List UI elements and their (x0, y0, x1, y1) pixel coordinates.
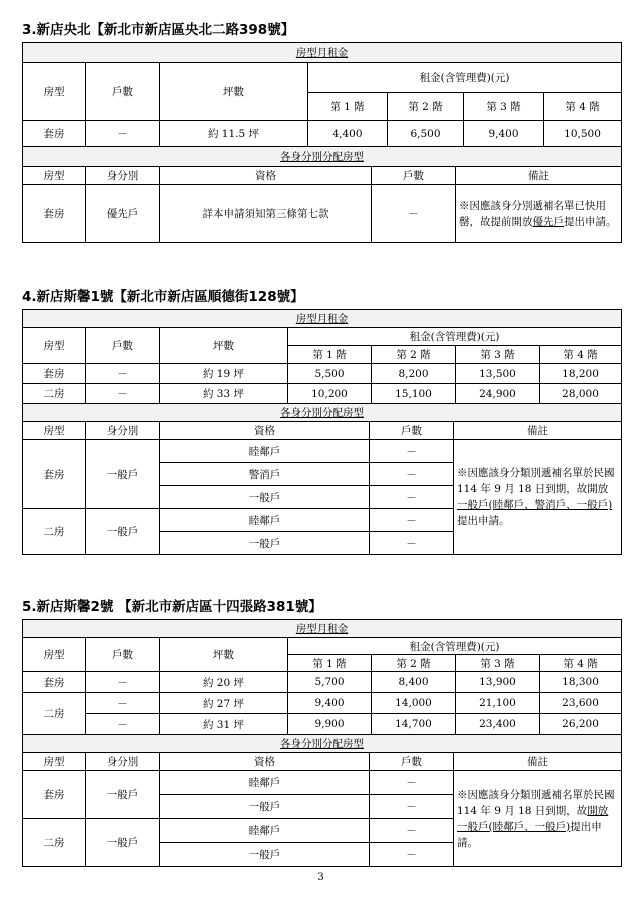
cell-identity: 一般戶 (86, 771, 160, 819)
cell-identity: 一般戶 (86, 509, 160, 555)
col-remarks: 備註 (454, 422, 622, 440)
col-tier-3: 第 3 階 (456, 346, 540, 364)
col-units: 戶數 (86, 63, 160, 121)
cell-qualification: 詳本申請須知第三條第七款 (160, 185, 372, 243)
col-remarks: 備註 (456, 167, 622, 185)
cell-units: － (86, 364, 160, 384)
table-row (23, 384, 622, 404)
cell-room-type: 二房 (23, 384, 86, 404)
cell-room-type: 二房 (23, 693, 86, 735)
cell-units: － (370, 463, 454, 486)
cell-tier-2: 14,000 (372, 693, 456, 714)
cell-units: － (86, 714, 160, 735)
rent-table (22, 42, 622, 147)
col-tier-1: 第 1 階 (288, 655, 372, 672)
rent-table-header: 房型月租金 (23, 43, 622, 63)
alloc-table (22, 403, 622, 555)
alloc-table (22, 146, 622, 243)
col-tier-1: 第 1 階 (308, 93, 388, 121)
col-room-type: 房型 (23, 167, 86, 185)
section-xindian-sixin-1 (22, 287, 621, 555)
note-text: ※因應該身分類別遞補名單於民國 114 年 9 月 18 日到期，故開放 (457, 467, 615, 495)
note-text: 提出申請。 (564, 215, 617, 228)
section-xindian-sixin-2 (22, 597, 621, 867)
cell-units: － (372, 185, 456, 243)
col-rent: 租金(含管理費)(元) (288, 328, 622, 346)
col-rent: 租金(含管理費)(元) (308, 63, 622, 93)
cell-units: － (86, 672, 160, 693)
cell-tier-1: 10,200 (288, 384, 372, 404)
cell-units: － (370, 795, 454, 819)
cell-units: － (370, 771, 454, 795)
rent-table (22, 619, 622, 735)
cell-identity: 優先戶 (86, 185, 160, 243)
cell-ping: 約 33 坪 (160, 384, 288, 404)
cell-tier-3: 23,400 (456, 714, 540, 735)
cell-room-type: 套房 (23, 121, 86, 147)
col-qualification: 資格 (160, 167, 372, 185)
section-title: 5.新店斯馨2號 【新北市新店區十四張路381號】 (22, 599, 322, 615)
col-tier-4: 第 4 階 (544, 93, 622, 121)
cell-qualification: 睦鄰戶 (160, 509, 370, 532)
cell-units: － (370, 532, 454, 555)
section-title: 3.新店央北【新北市新店區央北二路398號】 (22, 22, 295, 38)
col-qualification: 資格 (160, 422, 370, 440)
cell-qualification: 一般戶 (160, 486, 370, 509)
col-rent: 租金(含管理費)(元) (288, 638, 622, 655)
cell-ping: 約 11.5 坪 (160, 121, 308, 147)
cell-units: － (86, 384, 160, 404)
cell-qualification: 睦鄰戶 (160, 771, 370, 795)
rent-table (22, 309, 622, 404)
cell-ping: 約 19 坪 (160, 364, 288, 384)
page-number: 3 (317, 872, 324, 883)
cell-tier-4: 28,000 (540, 384, 622, 404)
col-tier-1: 第 1 階 (288, 346, 372, 364)
col-identity: 身分別 (86, 422, 160, 440)
col-identity: 身分別 (86, 167, 160, 185)
col-qualification: 資格 (160, 753, 370, 771)
cell-tier-3: 13,900 (456, 672, 540, 693)
cell-units: － (370, 509, 454, 532)
col-remarks: 備註 (454, 753, 622, 771)
rent-table-header: 房型月租金 (23, 620, 622, 638)
col-room-type: 房型 (23, 753, 86, 771)
note-text: 提出申請。 (457, 820, 602, 849)
cell-tier-4: 10,500 (544, 121, 622, 147)
cell-units: － (86, 693, 160, 714)
cell-room-type: 套房 (23, 185, 86, 243)
cell-tier-4: 18,300 (540, 672, 622, 693)
col-ping: 坪數 (160, 328, 288, 364)
cell-tier-4: 26,200 (540, 714, 622, 735)
cell-tier-2: 15,100 (372, 384, 456, 404)
cell-tier-2: 6,500 (388, 121, 464, 147)
cell-qualification: 警消戶 (160, 463, 370, 486)
cell-tier-1: 9,900 (288, 714, 372, 735)
cell-room-type: 套房 (23, 771, 86, 819)
table-row (23, 440, 622, 463)
table-row (23, 714, 622, 735)
cell-qualification: 睦鄰戶 (160, 819, 370, 843)
table-row (23, 771, 622, 795)
cell-tier-1: 5,700 (288, 672, 372, 693)
cell-tier-2: 8,400 (372, 672, 456, 693)
table-row (23, 364, 622, 384)
remarks-note (454, 771, 622, 867)
col-tier-3: 第 3 階 (456, 655, 540, 672)
cell-units: － (370, 819, 454, 843)
cell-ping: 約 31 坪 (160, 714, 288, 735)
table-row (23, 121, 622, 147)
cell-room-type: 套房 (23, 440, 86, 509)
cell-tier-3: 24,900 (456, 384, 540, 404)
col-tier-2: 第 2 階 (372, 655, 456, 672)
alloc-table-header: 各身分別分配房型 (23, 147, 622, 167)
cell-units: － (370, 486, 454, 509)
cell-identity: 一般戶 (86, 440, 160, 509)
cell-ping: 約 27 坪 (160, 693, 288, 714)
col-units: 戶數 (370, 753, 454, 771)
cell-units: － (370, 843, 454, 867)
col-tier-2: 第 2 階 (388, 93, 464, 121)
cell-tier-4: 18,200 (540, 364, 622, 384)
col-units: 戶數 (372, 167, 456, 185)
cell-room-type: 套房 (23, 364, 86, 384)
rent-table-header: 房型月租金 (23, 310, 622, 328)
cell-tier-1: 9,400 (288, 693, 372, 714)
cell-qualification: 一般戶 (160, 532, 370, 555)
cell-tier-2: 14,700 (372, 714, 456, 735)
alloc-table (22, 734, 622, 867)
cell-units: － (86, 121, 160, 147)
col-ping: 坪數 (160, 63, 308, 121)
col-identity: 身分別 (86, 753, 160, 771)
remarks-note (454, 440, 622, 555)
cell-tier-1: 5,500 (288, 364, 372, 384)
cell-room-type: 套房 (23, 672, 86, 693)
table-row (23, 185, 622, 243)
cell-tier-2: 8,200 (372, 364, 456, 384)
col-room-type: 房型 (23, 422, 86, 440)
note-text: 提出申請。 (457, 515, 510, 527)
cell-units: － (370, 440, 454, 463)
cell-identity: 一般戶 (86, 819, 160, 867)
col-room-type: 房型 (23, 328, 86, 364)
table-row (23, 693, 622, 714)
cell-tier-3: 9,400 (464, 121, 544, 147)
remarks-note (456, 185, 622, 243)
note-text: 快用罄，故提前開放 (459, 199, 606, 228)
col-units: 戶數 (86, 638, 160, 672)
note-highlight: 優先戶 (532, 215, 564, 228)
section-title: 4.新店斯馨1號【新北市新店區順德街128號】 (22, 289, 304, 305)
note-highlight: 一般戶(睦鄰戶、警消戶、一般戶) (457, 499, 613, 511)
cell-qualification: 一般戶 (160, 795, 370, 819)
table-row (23, 672, 622, 693)
col-units: 戶數 (370, 422, 454, 440)
cell-tier-4: 23,600 (540, 693, 622, 714)
section-xindian-yangbei (22, 20, 621, 243)
col-tier-4: 第 4 階 (540, 346, 622, 364)
col-room-type: 房型 (23, 63, 86, 121)
cell-room-type: 二房 (23, 819, 86, 867)
cell-tier-3: 13,500 (456, 364, 540, 384)
alloc-table-header: 各身分別分配房型 (23, 735, 622, 753)
col-room-type: 房型 (23, 638, 86, 672)
note-highlight: 開放一般戶(睦鄰戶、一般戶) (457, 804, 609, 833)
cell-tier-3: 21,100 (456, 693, 540, 714)
note-text: ※因應該身分別遞補名單已 (459, 199, 585, 212)
col-tier-4: 第 4 階 (540, 655, 622, 672)
cell-tier-1: 4,400 (308, 121, 388, 147)
col-tier-2: 第 2 階 (372, 346, 456, 364)
note-text: ※因應該身分類別遞補名單於民國 114 年 9 月 18 日到期，故 (457, 788, 615, 817)
col-tier-3: 第 3 階 (464, 93, 544, 121)
col-ping: 坪數 (160, 638, 288, 672)
cell-ping: 約 20 坪 (160, 672, 288, 693)
cell-qualification: 一般戶 (160, 843, 370, 867)
alloc-table-header: 各身分別分配房型 (23, 404, 622, 422)
cell-qualification: 睦鄰戶 (160, 440, 370, 463)
col-units: 戶數 (86, 328, 160, 364)
cell-room-type: 二房 (23, 509, 86, 555)
